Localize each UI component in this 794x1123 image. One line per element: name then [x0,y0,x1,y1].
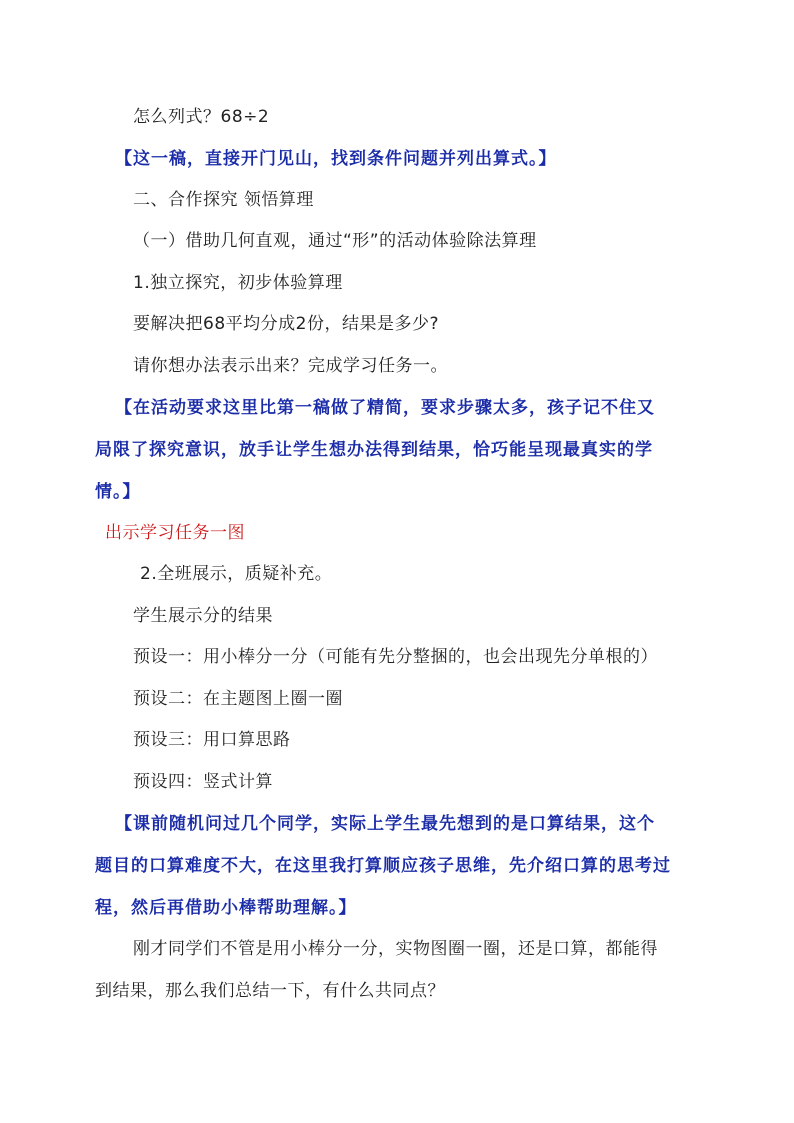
teaching-note-3-line-2: 题目的口算难度不大，在这里我打算顺应孩子思维，先介绍口算的思考过 [95,856,671,876]
step-heading-2: 2.全班展示，质疑补充。 [140,564,333,584]
preset-2: 预设二：在主题图上圈一圈 [133,689,343,709]
paragraph-problem: 要解决把68平均分成2份，结果是多少? [133,314,439,334]
paragraph-summary-line-2: 到结果，那么我们总结一下，有什么共同点？ [95,981,445,1001]
preset-3: 预设三：用口算思路 [133,730,291,750]
paragraph-student-results: 学生展示分的结果 [133,606,273,626]
paragraph-summary-line-1: 刚才同学们不管是用小棒分一分，实物图圈一圈，还是口算，都能得 [133,939,658,959]
paragraph-question-formula: 怎么列式？68÷2 [133,107,270,127]
teaching-note-3-line-3: 程，然后再借助小棒帮助理解。】 [95,898,357,918]
red-instruction: 出示学习任务一图 [105,523,245,543]
teaching-note-2-line-3: 情。】 [95,482,141,502]
teaching-note-3-line-1: 【课前随机问过几个同学，实际上学生最先想到的是口算结果，这个 [115,814,655,834]
subsection-heading-1: （一）借助几何直观，通过“形”的活动体验除法算理 [133,231,537,251]
step-heading-1: 1.独立探究，初步体验算理 [133,273,343,293]
teaching-note-1: 【这一稿，直接开门见山，找到条件问题并列出算式。】 [115,149,557,169]
preset-1: 预设一：用小棒分一分（可能有先分整捆的，也会出现先分单根的） [133,647,658,667]
section-heading-2: 二、合作探究 领悟算理 [133,190,314,210]
paragraph-task-1: 请你想办法表示出来？完成学习任务一。 [133,356,448,376]
preset-4: 预设四：竖式计算 [133,772,273,792]
teaching-note-2-line-1: 【在活动要求这里比第一稿做了精简，要求步骤太多，孩子记不住又 [115,398,655,418]
teaching-note-2-line-2: 局限了探究意识，放手让学生想办法得到结果，恰巧能呈现最真实的学 [95,440,653,460]
